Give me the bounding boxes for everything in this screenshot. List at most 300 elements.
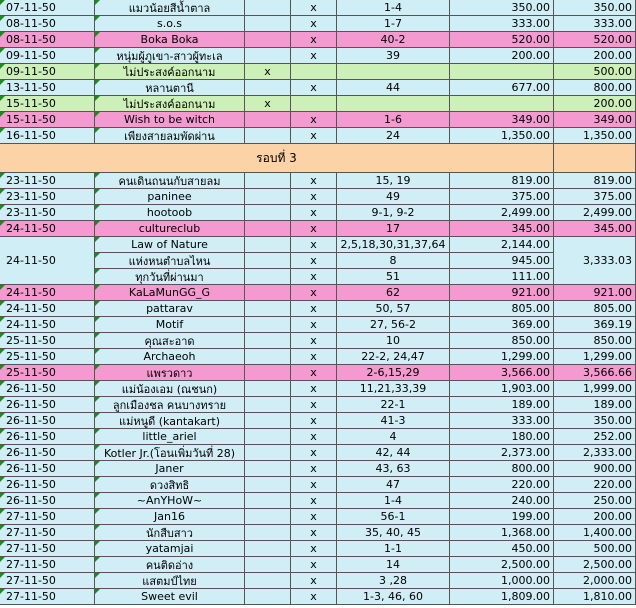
number-cell[interactable]: 10 [337, 333, 450, 349]
table-row [0, 397, 636, 413]
mark-cell-1[interactable] [245, 413, 291, 429]
mark-cell-1[interactable] [245, 48, 291, 64]
date-cell[interactable]: 09-11-50 [0, 64, 95, 80]
round-label: รอบที่ 3 [0, 144, 554, 173]
mark-cell-2[interactable]: x [291, 333, 337, 349]
mark-cell-2[interactable]: x [291, 32, 337, 48]
table-row [95, 253, 554, 269]
name-cell[interactable]: แมวน้อยสีน้ำตาล [95, 0, 245, 16]
name-cell[interactable]: ไม่ประสงค์ออกนาม [95, 96, 245, 112]
mark-cell-2[interactable] [291, 96, 337, 112]
received-cell[interactable]: 1,999.00 [554, 381, 636, 397]
mark-cell-1[interactable] [245, 397, 291, 413]
mark-cell-1[interactable] [245, 32, 291, 48]
received-cell[interactable]: 500.00 [554, 64, 636, 80]
date-cell[interactable]: 27-11-50 [0, 525, 95, 541]
amount-cell[interactable]: 1,299.00 [450, 349, 554, 365]
number-cell[interactable]: 40-2 [337, 32, 450, 48]
name-cell[interactable]: นักสืบสาว [95, 525, 245, 541]
amount-cell[interactable]: 111.00 [450, 269, 554, 285]
cell-marker-icon [0, 285, 5, 290]
amount-cell[interactable]: 240.00 [450, 493, 554, 509]
received-cell[interactable]: 349.00 [554, 112, 636, 128]
date-cell[interactable]: 24-11-50 [0, 301, 95, 317]
table-row [0, 112, 636, 128]
mark-cell-2[interactable]: x [291, 237, 337, 253]
mark-cell-1[interactable] [245, 0, 291, 16]
mark-cell-1[interactable] [245, 333, 291, 349]
mark-cell-2[interactable]: x [291, 253, 337, 269]
amount-cell[interactable]: 199.00 [450, 509, 554, 525]
mark-cell-2[interactable]: x [291, 221, 337, 237]
mark-cell-1[interactable] [245, 285, 291, 301]
mark-cell-1[interactable] [245, 381, 291, 397]
cell-marker-icon [0, 525, 5, 530]
mark-cell-1[interactable] [245, 237, 291, 253]
number-cell[interactable]: 2,5,18,30,31,37,64 [337, 237, 450, 253]
amount-cell[interactable] [450, 96, 554, 112]
received-cell[interactable]: 1,299.00 [554, 349, 636, 365]
mark-cell-2[interactable]: x [291, 269, 337, 285]
amount-cell[interactable]: 450.00 [450, 541, 554, 557]
cell-marker-icon [0, 205, 5, 210]
mark-cell-1[interactable] [245, 317, 291, 333]
mark-cell-2[interactable]: x [291, 173, 337, 189]
name-cell[interactable]: หนุ่มผู้ภูเขา-สาวผู้ทะเล [95, 48, 245, 64]
received-cell[interactable]: 220.00 [554, 477, 636, 493]
amount-cell[interactable]: 350.00 [450, 0, 554, 16]
amount-cell[interactable]: 1,903.00 [450, 381, 554, 397]
name-cell[interactable]: ไม่ประสงค์ออกนาม [95, 64, 245, 80]
name-cell[interactable]: yatamjai [95, 541, 245, 557]
cell-marker-icon [95, 589, 100, 594]
mark-cell-2[interactable]: x [291, 80, 337, 96]
amount-cell[interactable]: 220.00 [450, 477, 554, 493]
received-cell[interactable]: 345.00 [554, 221, 636, 237]
table-row [0, 16, 636, 32]
amount-cell[interactable]: 333.00 [450, 16, 554, 32]
amount-cell[interactable]: 1,368.00 [450, 525, 554, 541]
amount-cell[interactable]: 819.00 [450, 173, 554, 189]
name-cell[interactable]: Boka Boka [95, 32, 245, 48]
received-cell[interactable]: 333.00 [554, 16, 636, 32]
date-cell[interactable]: 16-11-50 [0, 128, 95, 144]
mark-cell-2[interactable]: x [291, 445, 337, 461]
table-row [0, 557, 636, 573]
mark-cell-1[interactable] [245, 301, 291, 317]
name-cell[interactable]: hootoob [95, 205, 245, 221]
name-cell[interactable]: แม่หนูดี (kantakart) [95, 413, 245, 429]
mark-cell-1[interactable] [245, 16, 291, 32]
table-row [0, 381, 636, 397]
mark-cell-2[interactable]: x [291, 365, 337, 381]
received-cell[interactable]: 921.00 [554, 285, 636, 301]
date-cell[interactable]: 26-11-50 [0, 413, 95, 429]
date-cell[interactable]: 25-11-50 [0, 349, 95, 365]
number-cell[interactable]: 42, 44 [337, 445, 450, 461]
date-cell[interactable]: 26-11-50 [0, 429, 95, 445]
date-cell[interactable]: 13-11-50 [0, 80, 95, 96]
mark-cell-1[interactable] [245, 253, 291, 269]
mark-cell-2[interactable]: x [291, 477, 337, 493]
mark-cell-1[interactable] [245, 557, 291, 573]
mark-cell-1[interactable] [245, 173, 291, 189]
mark-cell-2[interactable]: x [291, 285, 337, 301]
amount-cell[interactable]: 945.00 [450, 253, 554, 269]
mark-cell-1[interactable] [245, 573, 291, 589]
mark-cell-1[interactable] [245, 541, 291, 557]
name-cell[interactable]: little_ariel [95, 429, 245, 445]
number-cell[interactable]: 1-4 [337, 0, 450, 16]
number-cell[interactable]: 1-6 [337, 112, 450, 128]
mark-cell-1[interactable] [245, 349, 291, 365]
cell-marker-icon [95, 477, 100, 482]
cell-marker-icon [95, 112, 100, 117]
amount-cell[interactable]: 180.00 [450, 429, 554, 445]
number-cell[interactable] [337, 96, 450, 112]
amount-cell[interactable]: 375.00 [450, 189, 554, 205]
number-cell[interactable]: 39 [337, 48, 450, 64]
table-row [0, 32, 636, 48]
number-cell[interactable]: 56-1 [337, 509, 450, 525]
amount-cell[interactable]: 921.00 [450, 285, 554, 301]
number-cell[interactable]: 15, 19 [337, 173, 450, 189]
number-cell[interactable]: 24 [337, 128, 450, 144]
date-cell[interactable]: 08-11-50 [0, 16, 95, 32]
received-cell[interactable]: 805.00 [554, 301, 636, 317]
amount-cell[interactable]: 677.00 [450, 80, 554, 96]
cell-marker-icon [95, 381, 100, 386]
table-row [0, 493, 636, 509]
amount-cell[interactable]: 200.00 [450, 48, 554, 64]
table-row [0, 509, 636, 525]
received-cell[interactable]: 2,499.00 [554, 205, 636, 221]
received-cell[interactable]: 189.00 [554, 397, 636, 413]
name-cell[interactable]: Janer [95, 461, 245, 477]
mark-cell-1[interactable] [245, 477, 291, 493]
date-cell[interactable]: 23-11-50 [0, 189, 95, 205]
name-cell[interactable]: ดวงสิทธิ [95, 477, 245, 493]
amount-cell[interactable]: 850.00 [450, 333, 554, 349]
name-cell[interactable]: Motif [95, 317, 245, 333]
received-cell[interactable]: 2,500.00 [554, 557, 636, 573]
round-header [0, 144, 636, 173]
mark-cell-1[interactable]: x [245, 64, 291, 80]
number-cell[interactable]: 2-6,15,29 [337, 365, 450, 381]
table-row [0, 525, 636, 541]
date-cell[interactable]: 26-11-50 [0, 477, 95, 493]
received-cell[interactable]: 2,000.00 [554, 573, 636, 589]
mark-cell-1[interactable] [245, 589, 291, 605]
cell-marker-icon [95, 493, 100, 498]
mark-cell-2[interactable]: x [291, 525, 337, 541]
cell-marker-icon [95, 16, 100, 21]
amount-cell[interactable] [450, 64, 554, 80]
cell-marker-icon [95, 413, 100, 418]
name-cell[interactable]: แห่งหนตำบลไหน [95, 253, 245, 269]
number-cell[interactable]: 3 ,28 [337, 573, 450, 589]
number-cell[interactable]: 14 [337, 557, 450, 573]
date-cell[interactable]: 15-11-50 [0, 112, 95, 128]
amount-cell[interactable]: 2,500.00 [450, 557, 554, 573]
number-cell[interactable]: 1-3, 46, 60 [337, 589, 450, 605]
name-cell[interactable]: เพียงสายลมพัดผ่าน [95, 128, 245, 144]
number-cell[interactable]: 50, 57 [337, 301, 450, 317]
cell-marker-icon [0, 189, 5, 194]
amount-cell[interactable]: 333.00 [450, 413, 554, 429]
name-cell[interactable]: pattarav [95, 301, 245, 317]
date-cell[interactable]: 26-11-50 [0, 445, 95, 461]
date-cell[interactable]: 24-11-50 [0, 285, 95, 301]
received-cell[interactable]: 1,350.00 [554, 128, 636, 144]
date-cell[interactable]: 26-11-50 [0, 493, 95, 509]
mark-cell-2[interactable]: x [291, 189, 337, 205]
number-cell[interactable]: 35, 40, 45 [337, 525, 450, 541]
name-cell[interactable]: Wish to be witch [95, 112, 245, 128]
date-cell[interactable]: 27-11-50 [0, 509, 95, 525]
name-cell[interactable]: cultureclub [95, 221, 245, 237]
mark-cell-1[interactable] [245, 461, 291, 477]
number-cell[interactable] [337, 64, 450, 80]
amount-cell[interactable]: 805.00 [450, 301, 554, 317]
received-cell[interactable]: 1,810.00 [554, 589, 636, 605]
amount-cell[interactable]: 2,373.00 [450, 445, 554, 461]
date-cell[interactable]: 27-11-50 [0, 573, 95, 589]
cell-marker-icon [95, 333, 100, 338]
table-row [0, 349, 636, 365]
number-cell[interactable]: 4 [337, 429, 450, 445]
cell-marker-icon [0, 112, 5, 117]
mark-cell-1[interactable]: x [245, 96, 291, 112]
number-cell[interactable]: 51 [337, 269, 450, 285]
amount-cell[interactable]: 369.00 [450, 317, 554, 333]
mark-cell-2[interactable]: x [291, 397, 337, 413]
date-cell[interactable]: 26-11-50 [0, 397, 95, 413]
cell-marker-icon [95, 269, 100, 274]
number-cell[interactable]: 1-7 [337, 16, 450, 32]
date-cell[interactable]: 24-11-50 [0, 221, 95, 237]
mark-cell-2[interactable]: x [291, 557, 337, 573]
amount-cell[interactable]: 189.00 [450, 397, 554, 413]
date-cell[interactable]: 15-11-50 [0, 96, 95, 112]
cell-marker-icon [95, 253, 100, 258]
name-cell[interactable]: paninee [95, 189, 245, 205]
amount-cell[interactable]: 1,000.00 [450, 573, 554, 589]
cell-marker-icon [0, 477, 5, 482]
amount-cell[interactable]: 2,499.00 [450, 205, 554, 221]
received-cell[interactable]: 3,566.66 [554, 365, 636, 381]
received-cell[interactable]: 819.00 [554, 173, 636, 189]
mark-cell-2[interactable]: x [291, 509, 337, 525]
name-cell[interactable]: หลานตานี [95, 80, 245, 96]
mark-cell-2[interactable]: x [291, 128, 337, 144]
mark-cell-1[interactable] [245, 128, 291, 144]
number-cell[interactable]: 27, 56-2 [337, 317, 450, 333]
date-cell[interactable]: 08-11-50 [0, 32, 95, 48]
mark-cell-1[interactable] [245, 80, 291, 96]
received-cell[interactable]: 800.00 [554, 80, 636, 96]
amount-cell[interactable]: 1,809.00 [450, 589, 554, 605]
mark-cell-2[interactable]: x [291, 48, 337, 64]
received-cell[interactable]: 369.19 [554, 317, 636, 333]
received-cell[interactable]: 350.00 [554, 413, 636, 429]
amount-cell[interactable]: 520.00 [450, 32, 554, 48]
number-cell[interactable]: 49 [337, 189, 450, 205]
received-cell[interactable]: 900.00 [554, 461, 636, 477]
received-cell[interactable]: 2,333.00 [554, 445, 636, 461]
cell-marker-icon [95, 509, 100, 514]
number-cell[interactable]: 8 [337, 253, 450, 269]
date-cell[interactable]: 25-11-50 [0, 365, 95, 381]
cell-marker-icon [95, 349, 100, 354]
received-cell[interactable]: 250.00 [554, 493, 636, 509]
mark-cell-1[interactable] [245, 365, 291, 381]
cell-marker-icon [0, 509, 5, 514]
amount-cell[interactable]: 2,144.00 [450, 237, 554, 253]
mark-cell-2[interactable]: x [291, 589, 337, 605]
mark-cell-1[interactable] [245, 269, 291, 285]
received-cell[interactable]: 375.00 [554, 189, 636, 205]
date-cell[interactable]: 27-11-50 [0, 557, 95, 573]
cell-marker-icon [0, 557, 5, 562]
name-cell[interactable]: ลูกเมืองชล คนบางทราย [95, 397, 245, 413]
amount-cell[interactable]: 800.00 [450, 461, 554, 477]
cell-marker-icon [95, 429, 100, 434]
number-cell[interactable]: 1-1 [337, 541, 450, 557]
cell-marker-icon [0, 397, 5, 402]
table-row [0, 189, 636, 205]
number-cell[interactable]: 1-4 [337, 493, 450, 509]
date-cell[interactable]: 24-11-50 [0, 317, 95, 333]
date-cell[interactable]: 25-11-50 [0, 333, 95, 349]
cell-marker-icon [0, 541, 5, 546]
cell-marker-icon [95, 96, 100, 101]
number-cell[interactable]: 22-2, 24,47 [337, 349, 450, 365]
mark-cell-2[interactable]: x [291, 413, 337, 429]
table-row [0, 477, 636, 493]
received-cell[interactable]: 350.00 [554, 0, 636, 16]
mark-cell-2[interactable]: x [291, 16, 337, 32]
number-cell[interactable]: 17 [337, 221, 450, 237]
mark-cell-2[interactable]: x [291, 317, 337, 333]
number-cell[interactable]: 41-3 [337, 413, 450, 429]
name-cell[interactable]: ~AnYHoW~ [95, 493, 245, 509]
name-cell[interactable]: คนติดอ่าง [95, 557, 245, 573]
date-cell[interactable]: 09-11-50 [0, 48, 95, 64]
name-cell[interactable]: คนเดินถนนกับสายลม [95, 173, 245, 189]
date-cell[interactable]: 26-11-50 [0, 461, 95, 477]
cell-marker-icon [95, 128, 100, 133]
mark-cell-1[interactable] [245, 493, 291, 509]
name-cell[interactable]: Law of Nature [95, 237, 245, 253]
mark-cell-2[interactable]: x [291, 301, 337, 317]
received-cell[interactable]: 500.00 [554, 541, 636, 557]
date-cell[interactable]: 27-11-50 [0, 541, 95, 557]
name-cell[interactable]: แสตมป์ไทย [95, 573, 245, 589]
table-row [0, 64, 636, 80]
number-cell[interactable]: 22-1 [337, 397, 450, 413]
name-cell[interactable]: Archaeoh [95, 349, 245, 365]
number-cell[interactable]: 47 [337, 477, 450, 493]
table-row [0, 333, 636, 349]
mark-cell-1[interactable] [245, 445, 291, 461]
mark-cell-1[interactable] [245, 221, 291, 237]
mark-cell-2[interactable]: x [291, 461, 337, 477]
name-cell[interactable]: คุณสะอาด [95, 333, 245, 349]
cell-marker-icon [95, 205, 100, 210]
mark-cell-2[interactable]: x [291, 0, 337, 16]
number-cell[interactable]: 62 [337, 285, 450, 301]
received-cell[interactable]: 252.00 [554, 429, 636, 445]
cell-marker-icon [0, 445, 5, 450]
received-cell[interactable]: 200.00 [554, 509, 636, 525]
mark-cell-2[interactable]: x [291, 381, 337, 397]
mark-cell-1[interactable] [245, 112, 291, 128]
received-cell[interactable]: 200.00 [554, 96, 636, 112]
amount-cell[interactable]: 1,350.00 [450, 128, 554, 144]
amount-cell[interactable]: 345.00 [450, 221, 554, 237]
mark-cell-2[interactable]: x [291, 349, 337, 365]
amount-cell[interactable]: 349.00 [450, 112, 554, 128]
mark-cell-2[interactable]: x [291, 573, 337, 589]
table-row [0, 128, 636, 144]
date-cell[interactable]: 26-11-50 [0, 381, 95, 397]
mark-cell-1[interactable] [245, 429, 291, 445]
mark-cell-1[interactable] [245, 205, 291, 221]
cell-marker-icon [95, 221, 100, 226]
mark-cell-1[interactable] [245, 189, 291, 205]
received-cell[interactable]: 200.00 [554, 48, 636, 64]
date-cell[interactable]: 23-11-50 [0, 173, 95, 189]
mark-cell-2[interactable]: x [291, 541, 337, 557]
number-cell[interactable]: 11,21,33,39 [337, 381, 450, 397]
amount-cell[interactable]: 3,566.00 [450, 365, 554, 381]
mark-cell-2[interactable]: x [291, 493, 337, 509]
name-cell[interactable]: Sweet evil [95, 589, 245, 605]
name-cell[interactable]: ทุกวันที่ผ่านมา [95, 269, 245, 285]
name-cell[interactable]: แม่น้องเอม (ณชนก) [95, 381, 245, 397]
date-cell[interactable]: 27-11-50 [0, 589, 95, 605]
mark-cell-1[interactable] [245, 525, 291, 541]
cell-marker-icon [95, 189, 100, 194]
cell-marker-icon [95, 397, 100, 402]
date-cell[interactable]: 07-11-50 [0, 0, 95, 16]
name-cell[interactable]: KaLaMunGG_G [95, 285, 245, 301]
received-cell[interactable]: 1,400.00 [554, 525, 636, 541]
cell-marker-icon [95, 557, 100, 562]
date-cell[interactable]: 23-11-50 [0, 205, 95, 221]
mark-cell-2[interactable]: x [291, 429, 337, 445]
cell-marker-icon [0, 16, 5, 21]
table-row [95, 237, 554, 253]
name-cell[interactable]: Kotler Jr.(โอนเพิ่มวันที่ 28) [95, 445, 245, 461]
number-cell[interactable]: 44 [337, 80, 450, 96]
number-cell[interactable]: 43, 63 [337, 461, 450, 477]
received-cell[interactable]: 850.00 [554, 333, 636, 349]
name-cell[interactable]: Jan16 [95, 509, 245, 525]
table-row [0, 573, 636, 589]
mark-cell-2[interactable]: x [291, 205, 337, 221]
name-cell[interactable]: s.o.s [95, 16, 245, 32]
mark-cell-2[interactable]: x [291, 112, 337, 128]
mark-cell-2[interactable] [291, 64, 337, 80]
number-cell[interactable]: 9-1, 9-2 [337, 205, 450, 221]
received-cell[interactable]: 520.00 [554, 32, 636, 48]
name-cell[interactable]: แพรวดาว [95, 365, 245, 381]
cell-marker-icon [0, 349, 5, 354]
cell-marker-icon [0, 381, 5, 386]
mark-cell-1[interactable] [245, 509, 291, 525]
